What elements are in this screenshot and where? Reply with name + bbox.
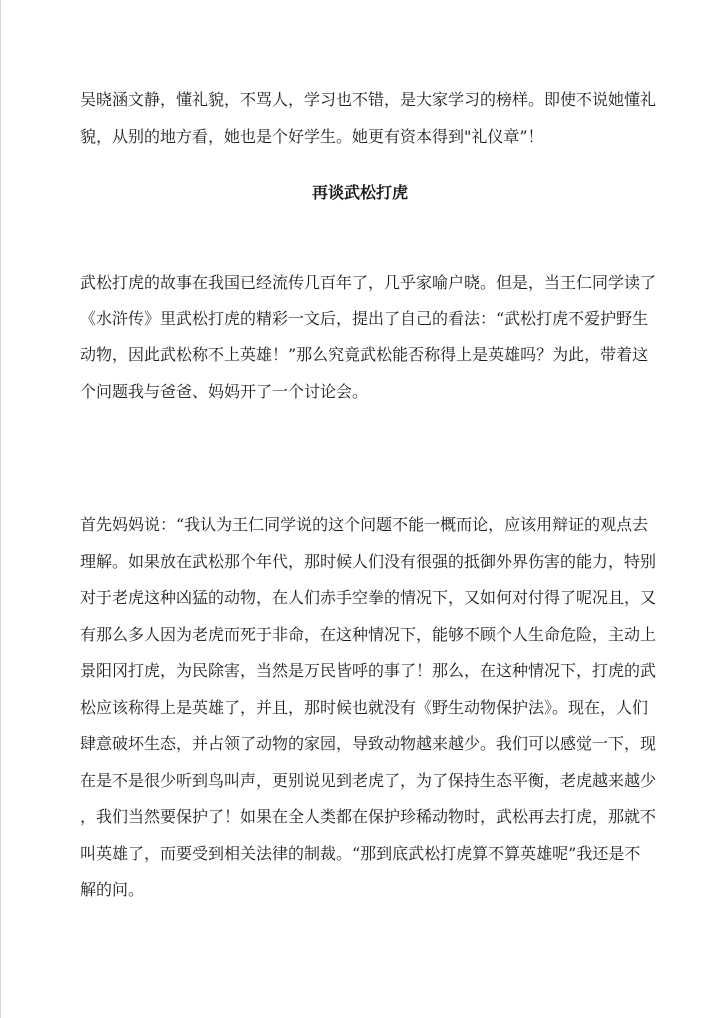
text-line: 貌，从别的地方看，她也是个好学生。她更有资本得到"礼仪章”！ [80,127,544,146]
document-title: 再谈武松打虎 [311,183,408,202]
text-line: 解的问。 [80,880,145,899]
text-line: 有那么多人因为老虎而死于非命，在这种情况下，能够不顾个人生命危险，主动上 [80,625,657,644]
text-line: 理解。如果放在武松那个年代，那时候人们没有很强的抵御外界伤害的能力，特别 [80,552,657,571]
text-line: 肆意破坏生态，并占领了动物的家园，导致动物越来越少。我们可以感觉一下，现 [80,734,657,753]
text-line: 个问题我与爸爸、妈妈开了一个讨论会。 [80,382,369,401]
text-line: 首先妈妈说：“我认为王仁同学说的这个问题不能一概而论，应该用辩证的观点去 [80,515,649,534]
text-line: 吴晓涵文静，懂礼貌，不骂人，学习也不错，是大家学习的榜样。即使不说她懂礼 [80,90,657,109]
text-line: 武松打虎的故事在我国已经流传几百年了，几乎家喻户晓。但是，当王仁同学读了 [80,273,657,292]
text-line: ，我们当然要保护了！如果在全人类都在保护珍稀动物时，武松再去打虎，那就不 [80,807,657,826]
text-line: 松应该称得上是英雄了，并且，那时候也就没有《野生动物保护法》。现在，人们 [80,698,649,717]
text-line: 景阳冈打虎，为民除害，当然是万民皆呼的事了！那么，在这种情况下，打虎的武 [80,661,657,680]
text-line: 《水浒传》里武松打虎的精彩一文后，提出了自己的看法：“武松打虎不爱护野生 [80,309,649,328]
text-line: 动物，因此武松称不上英雄！”那么究竟武松能否称得上是英雄吗？为此，带着这 [80,345,649,364]
text-line: 对于老虎这种凶猛的动物，在人们赤手空拳的情况下，又如何对付得了呢况且，又 [80,588,657,607]
page-border [0,0,1,1018]
text-line: 叫英雄了，而要受到相关法律的制裁。“那到底武松打虎算不算英雄呢”我还是不 [80,844,641,863]
text-line: 在是不是很少听到鸟叫声，更别说见到老虎了，为了保持生态平衡，老虎越来越少 [80,771,657,790]
